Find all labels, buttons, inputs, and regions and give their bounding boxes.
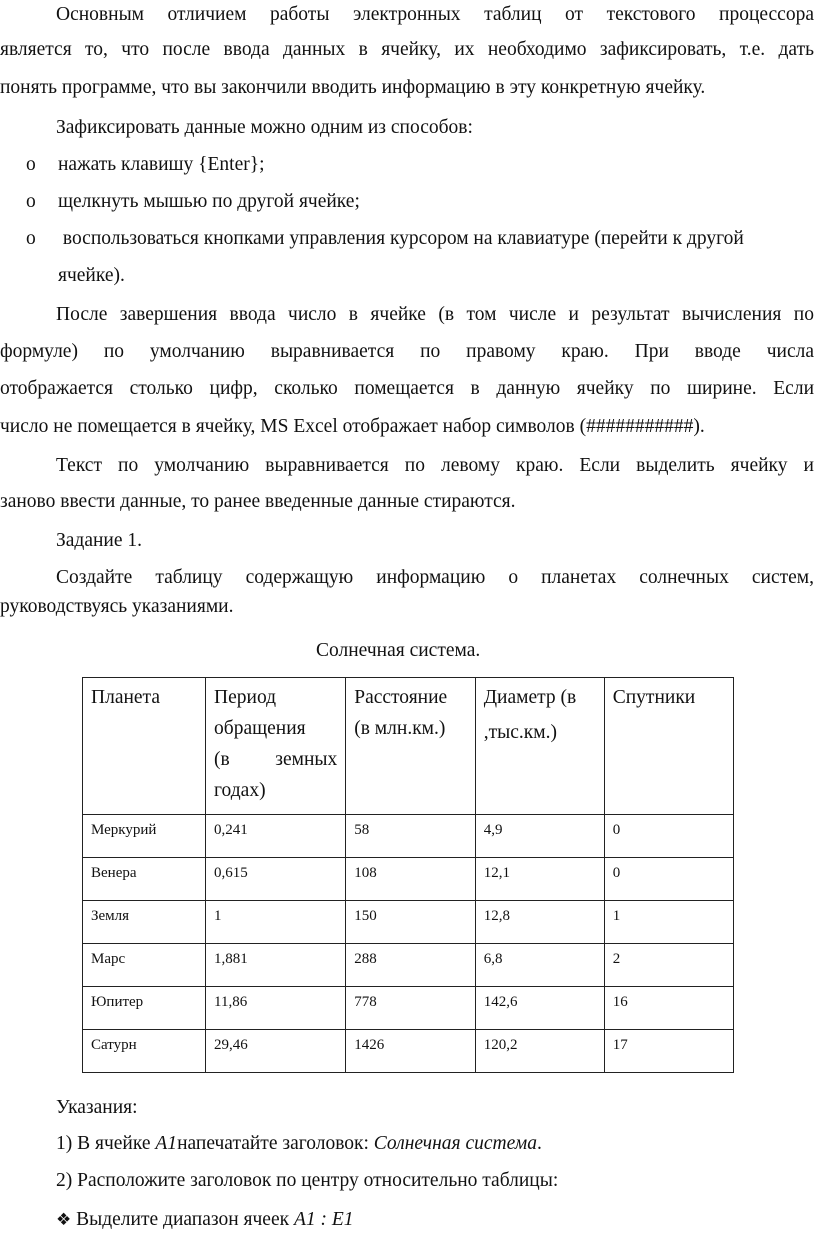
cell-period: 1 — [206, 901, 346, 944]
cell-diameter: 6,8 — [475, 944, 604, 987]
header-distance: Расстояние (в млн.км.) — [346, 678, 476, 815]
bullet-text: щелкнуть мышью по другой ячейке; — [58, 191, 360, 212]
cell-distance: 1426 — [346, 1030, 476, 1073]
cell-distance: 108 — [346, 858, 476, 901]
bullet-marker: o — [26, 228, 36, 249]
bullet-text: воспользоваться кнопками управления курсором на клавиатуре (перейти к другой — [58, 228, 744, 249]
paragraph1-line1: Основным отличием работы электронных таблиц от текстового процессора — [56, 4, 814, 25]
table-row — [83, 815, 734, 858]
cell-period: 11,86 — [206, 987, 346, 1030]
instruction-1: 1) В ячейке A1напечатайте заголовок: Солнечная система. — [56, 1133, 542, 1154]
paragraph1-line3: понять программе, что вы закончили вводить информацию в эту конкретную ячейку. — [0, 77, 706, 98]
cell-satellites: 2 — [604, 944, 733, 987]
header-planet: Планета — [83, 678, 206, 815]
table-row — [83, 901, 734, 944]
table-title: Солнечная система. — [316, 640, 481, 661]
paragraph4-line2: заново ввести данные, то ранее введенные данные стираются. — [0, 491, 516, 512]
paragraph2: Зафиксировать данные можно одним из способов: — [56, 117, 473, 138]
cell-planet: Меркурий — [83, 815, 206, 858]
bullet-marker: o — [26, 154, 36, 175]
cell-period: 0,615 — [206, 858, 346, 901]
cell-planet: Юпитер — [83, 987, 206, 1030]
cell-distance: 778 — [346, 987, 476, 1030]
table-row — [83, 1030, 734, 1073]
cell-planet: Сатурн — [83, 1030, 206, 1073]
cell-planet: Марс — [83, 944, 206, 987]
table-row — [83, 987, 734, 1030]
diamond-bullet-icon: ❖ — [56, 1210, 72, 1230]
table-row — [83, 858, 734, 901]
cell-range: A1 : E1 — [293, 1209, 354, 1230]
cell-diameter: 120,2 — [475, 1030, 604, 1073]
cell-planet: Земля — [83, 901, 206, 944]
cell-planet: Венера — [83, 858, 206, 901]
cell-distance: 288 — [346, 944, 476, 987]
cell-diameter: 12,8 — [475, 901, 604, 944]
paragraph1-line2: является то, что после ввода данных в ячейку, их необходимо зафиксировать, т.е. дать — [0, 39, 814, 60]
bullet-item-3-continuation: ячейке). — [58, 265, 125, 286]
paragraph3-line4: число не помещается в ячейку, MS Excel отображает набор символов (###########). — [0, 416, 705, 437]
table-header-row — [83, 678, 734, 815]
paragraph3-line1: После завершения ввода число в ячейке (в том числе и результат вычисления по — [56, 304, 814, 325]
cell-satellites: 17 — [604, 1030, 733, 1073]
header-period: Период обращения (в земных годах) — [206, 678, 346, 815]
cell-satellites: 0 — [604, 858, 733, 901]
task-label: Задание 1. — [56, 530, 143, 551]
cell-reference: A1 — [155, 1133, 178, 1154]
table-row — [83, 944, 734, 987]
cell-distance: 58 — [346, 815, 476, 858]
bullet-text: нажать клавишу {Enter}; — [58, 154, 265, 175]
cell-period: 29,46 — [206, 1030, 346, 1073]
paragraph3-line3: отображается столько цифр, сколько помещается в данную ячейку по ширине. Если — [0, 378, 814, 399]
paragraph3-line2: формуле) по умолчанию выравнивается по правому краю. При вводе числа — [0, 341, 814, 362]
cell-diameter: 12,1 — [475, 858, 604, 901]
cell-distance: 150 — [346, 901, 476, 944]
header-satellites: Спутники — [604, 678, 733, 815]
paragraph4-line1: Текст по умолчанию выравнивается по левому краю. Если выделить ячейку и — [56, 455, 814, 476]
cell-diameter: 142,6 — [475, 987, 604, 1030]
instruction-2: 2) Расположите заголовок по центру относительно таблицы: — [56, 1170, 559, 1191]
instruction-3: ❖ Выделите диапазон ячеек A1 : E1 — [56, 1209, 354, 1230]
cell-period: 0,241 — [206, 815, 346, 858]
cell-diameter: 4,9 — [475, 815, 604, 858]
cell-satellites: 16 — [604, 987, 733, 1030]
cell-satellites: 0 — [604, 815, 733, 858]
heading-text: Солнечная система — [373, 1133, 537, 1154]
cell-satellites: 1 — [604, 901, 733, 944]
instructions-label: Указания: — [56, 1097, 138, 1118]
task-text-line2: руководствуясь указаниями. — [0, 596, 234, 617]
bullet-marker: o — [26, 191, 36, 212]
planets-table — [82, 677, 734, 1073]
task-text-line1: Создайте таблицу содержащую информацию о планетах солнечных систем, — [56, 567, 814, 588]
header-diameter: Диаметр (в ,тыс.км.) — [475, 678, 604, 815]
cell-period: 1,881 — [206, 944, 346, 987]
